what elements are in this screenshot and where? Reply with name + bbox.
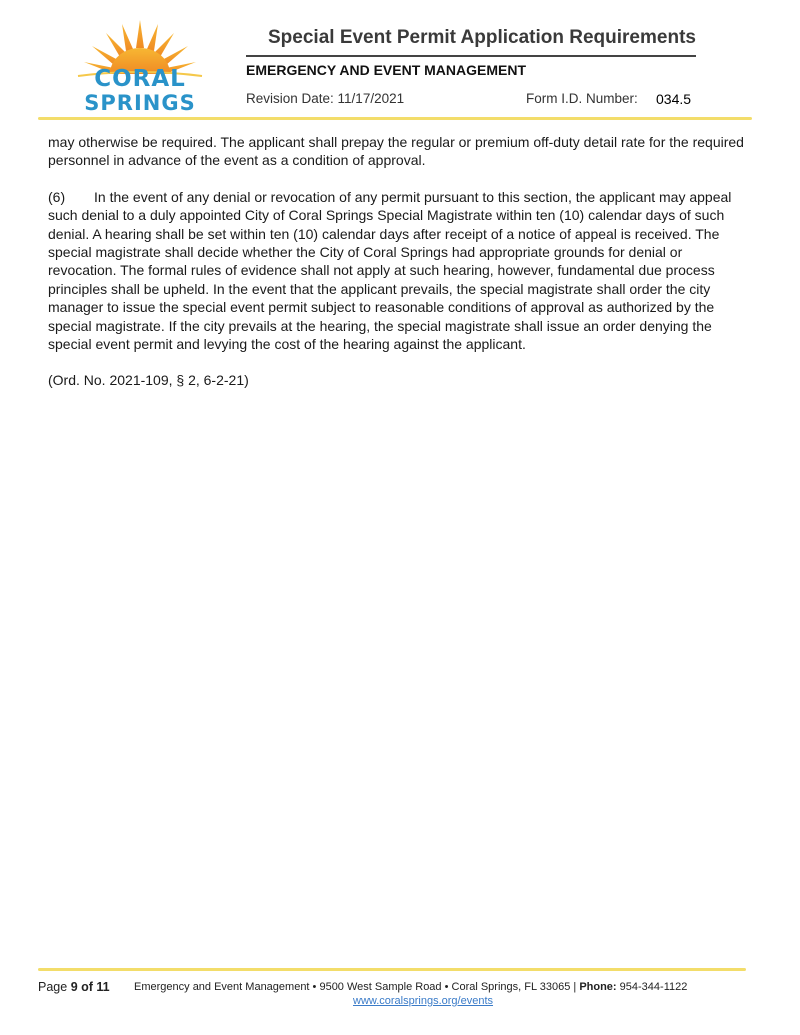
page-of: of	[81, 980, 93, 994]
events-link[interactable]: www.coralsprings.org/events	[353, 995, 494, 1007]
phone-label: Phone:	[579, 981, 617, 993]
footer-address	[134, 981, 687, 993]
logo-coral-text: CORAL	[94, 66, 186, 92]
section-number: (6)	[48, 188, 66, 205]
form-id-label: Form I.D. Number:	[526, 91, 638, 106]
logo-springs-text: SPRINGS	[84, 91, 196, 115]
header-divider	[38, 117, 752, 120]
section-6-paragraph	[48, 188, 753, 354]
document-body	[48, 133, 753, 390]
continuation-paragraph: may otherwise be required. The applicant shall prepay the regular or premium off-duty detail rate for the required personnel in advance of the event as a condition of approval.	[48, 134, 744, 169]
title-divider	[246, 55, 696, 57]
page-number	[38, 980, 110, 994]
form-id-value: 034.5	[656, 91, 692, 107]
department-name: EMERGENCY AND EVENT MANAGEMENT	[246, 62, 527, 78]
ordinance-reference: (Ord. No. 2021-109, § 2, 6-2-21)	[48, 372, 249, 389]
page-word: Page	[38, 980, 68, 994]
revision-date: Revision Date: 11/17/2021	[246, 91, 405, 106]
page-current: 9	[70, 980, 78, 994]
address-text: Emergency and Event Management • 9500 West Sample Road • Coral Springs, FL 33065 |	[134, 981, 577, 993]
footer-divider	[38, 968, 746, 971]
page-total: 11	[96, 980, 110, 994]
phone-value: 954-344-1122	[619, 981, 688, 993]
coral-springs-logo	[70, 18, 210, 118]
document-title: Special Event Permit Application Requirements	[268, 27, 696, 48]
section-6-text: In the event of any denial or revocation of any permit pursuant to this section, the applicant may appeal such denial to a duly appointed City of Coral Springs Special Magistrate within ten (10) calendar days of such denial. A hearing shall be set within ten (10) calendar days after receipt of a notice of appeal is received. The special magistrate shall decide whether the City of Coral Springs had appropriate grounds for denial or revocation. The formal rules of evidence shall not apply at such hearing, however, fundamental due process principles shall be upheld. In the event that the applicant prevails, the special magistrate shall order the city manager to issue the special event permit subject to reasonable conditions of approval as authorized by the special magistrate. If the city prevails at the hearing, the special magistrate shall issue an order denying the special event permit and levying the cost of the hearing against the applicant.	[48, 188, 732, 353]
